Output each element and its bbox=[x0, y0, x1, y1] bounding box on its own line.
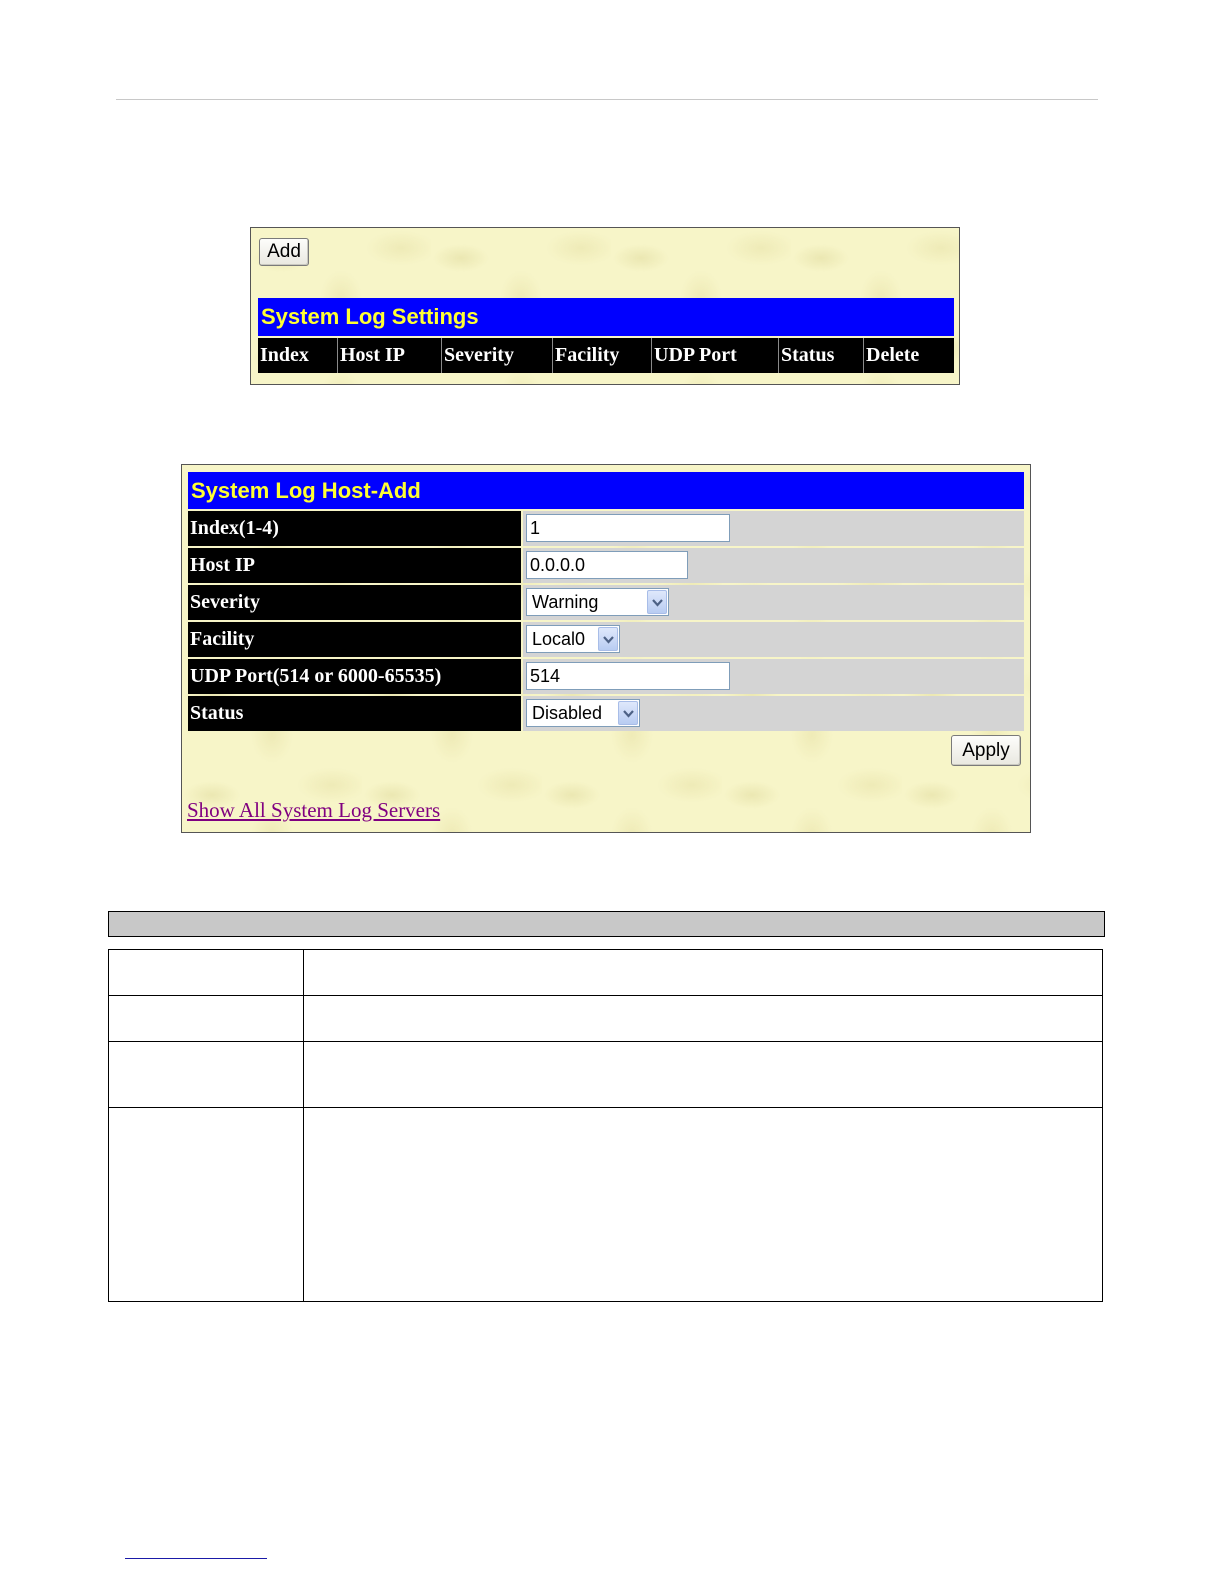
description-table-header bbox=[108, 911, 1105, 937]
description-table bbox=[108, 949, 1103, 1302]
chevron-down-icon[interactable] bbox=[618, 701, 638, 725]
facility-label: Facility bbox=[188, 622, 521, 657]
show-all-system-log-servers-link[interactable]: Show All System Log Servers bbox=[187, 798, 441, 822]
severity-row bbox=[188, 585, 1024, 620]
top-rule bbox=[116, 99, 1098, 100]
status-select[interactable] bbox=[526, 699, 640, 727]
column-header-delete: Delete bbox=[866, 344, 920, 366]
severity-select-value: Warning bbox=[532, 592, 599, 612]
severity-label: Severity bbox=[188, 585, 521, 620]
status-select-value: Disabled bbox=[532, 703, 603, 723]
severity-cell bbox=[523, 585, 1024, 620]
facility-row bbox=[188, 622, 1024, 657]
table-row bbox=[109, 1042, 1102, 1108]
footer-rule bbox=[125, 1558, 267, 1559]
table-row bbox=[109, 950, 1102, 996]
chevron-down-icon[interactable] bbox=[598, 627, 618, 651]
severity-select[interactable] bbox=[526, 588, 669, 616]
host-ip-label: Host IP bbox=[188, 548, 521, 583]
table-row bbox=[109, 1108, 1102, 1301]
host-add-title: System Log Host-Add bbox=[188, 472, 1024, 509]
facility-select-value: Local0 bbox=[532, 629, 586, 649]
column-header-udp-port: UDP Port bbox=[652, 338, 779, 373]
host-ip-cell bbox=[523, 548, 1024, 583]
column-header-host-ip: Host IP bbox=[338, 338, 442, 373]
settings-table-header bbox=[258, 338, 954, 373]
udp-port-cell bbox=[523, 659, 1024, 694]
udp-port-row bbox=[188, 659, 1024, 694]
chevron-down-icon[interactable] bbox=[647, 590, 667, 614]
facility-select[interactable] bbox=[526, 625, 620, 653]
column-header-status: Status bbox=[779, 338, 864, 373]
index-label: Index(1-4) bbox=[188, 511, 521, 546]
add-button[interactable]: Add bbox=[259, 238, 309, 266]
facility-cell bbox=[523, 622, 1024, 657]
column-header-facility: Facility bbox=[553, 338, 652, 373]
index-row bbox=[188, 511, 1024, 546]
status-row bbox=[188, 696, 1024, 731]
host-ip-row bbox=[188, 548, 1024, 583]
index-input[interactable] bbox=[526, 514, 730, 542]
system-log-settings-panel bbox=[250, 227, 960, 385]
udp-port-label: UDP Port(514 or 6000-65535) bbox=[188, 659, 521, 694]
system-log-host-add-panel bbox=[181, 464, 1031, 833]
udp-port-input[interactable] bbox=[526, 662, 730, 690]
apply-button[interactable]: Apply bbox=[951, 735, 1021, 766]
column-header-severity: Severity bbox=[442, 338, 553, 373]
index-cell bbox=[523, 511, 1024, 546]
status-label: Status bbox=[188, 696, 521, 731]
settings-title: System Log Settings bbox=[258, 298, 954, 336]
status-cell bbox=[523, 696, 1024, 731]
host-ip-input[interactable] bbox=[526, 551, 688, 579]
table-row bbox=[109, 996, 1102, 1042]
column-header-index: Index bbox=[258, 338, 338, 373]
